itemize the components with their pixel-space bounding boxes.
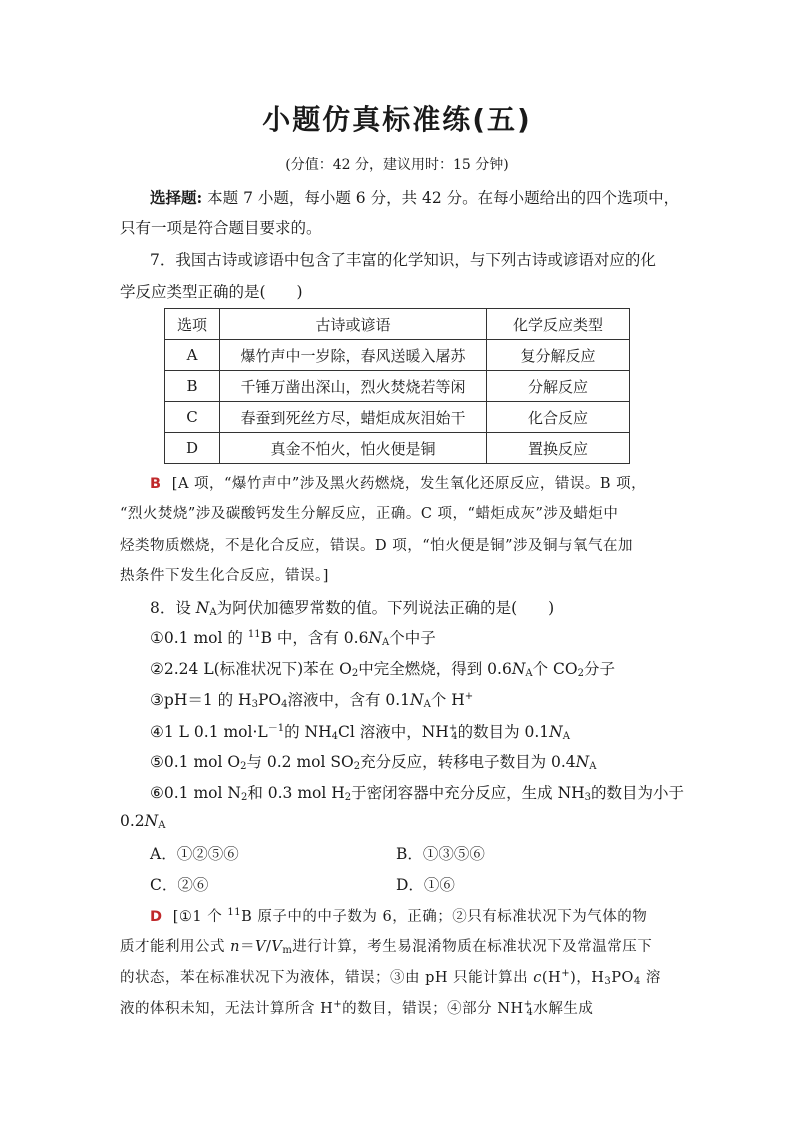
q8-option-a: A．①②⑤⑥ bbox=[150, 845, 239, 863]
intro-label: 选择题: bbox=[150, 188, 203, 207]
table-header-row bbox=[165, 309, 630, 340]
q7-options-table bbox=[164, 308, 630, 464]
table-header-cell: 化学反应类型 bbox=[487, 309, 630, 340]
q8-option-d: D．①⑥ bbox=[396, 876, 455, 894]
table-cell: 真金不怕火，怕火便是铜 bbox=[220, 433, 487, 464]
table-cell: 爆竹声中一岁除，春风送暖入屠苏 bbox=[220, 340, 487, 371]
q7-explanation-line-2: “烈火焚烧”涉及碳酸钙发生分解反应，正确。C 项，“蜡炬成灰”涉及蜡炬中 bbox=[120, 506, 619, 522]
q8-option-c: C．②⑥ bbox=[150, 876, 209, 894]
table-cell: 分解反应 bbox=[487, 371, 630, 402]
q7-explanation-line-4: 热条件下发生化合反应，错误。] bbox=[120, 568, 329, 584]
q8-statement-6: ⑥0.1 mol $N_2$和 0.3 mol $H_2$于密闭容器中充分反应，生成 $NH_3$的数目为小于 bbox=[150, 784, 685, 803]
q8-statement-4: ④1 L 0.1 $mol\cdot L^{-1}$的 $NH_4Cl$ 溶液中，$NH^+_4$的数目为 $0.1N_A$ bbox=[150, 723, 570, 742]
q8-explanation-line-2: 质才能利用公式 $n=V/V_m$进行计算，考生易混淆物质在标准状况下及常温常压下 bbox=[120, 939, 653, 956]
q7-stem-line-1: 7．我国古诗或谚语中包含了丰富的化学知识，与下列古诗或谚语对应的化 bbox=[150, 251, 656, 269]
q8-statement-3: ③pH＝1 的 $H_3PO_4$溶液中，含有 $0.1N_A$个 H+ bbox=[150, 691, 474, 710]
table-cell: 化合反应 bbox=[487, 402, 630, 433]
table-row bbox=[165, 433, 630, 464]
q8-statement-5: ⑤0.1 mol $O_2$与 0.2 mol $SO_2$充分反应，转移电子数目为 $0.4N_A$ bbox=[150, 753, 597, 772]
page-subtitle: (分值：42 分，建议用时：15 分钟) bbox=[285, 157, 509, 173]
q8-explanation-line-4: 液的体积未知，无法计算所含 H+的数目，错误；④部分 $NH^+_4$水解生成 bbox=[120, 999, 594, 1018]
q8-statement-6-cont: $0.2N_A$ bbox=[120, 812, 166, 831]
intro-line-2: 只有一项是符合题目要求的。 bbox=[120, 219, 322, 237]
table-header-cell: 古诗或谚语 bbox=[220, 309, 487, 340]
q7-answer: B bbox=[150, 476, 162, 492]
table-cell: B bbox=[165, 371, 220, 402]
q8-option-b: B．①③⑤⑥ bbox=[396, 845, 485, 863]
table-row bbox=[165, 340, 630, 371]
q8-statement-2: ②2.24 L(标准状况下)苯在 $O_2$中完全燃烧，得到 $0.6N_A$个 $CO_2$分子 bbox=[150, 660, 615, 679]
q7-explanation-line-1: B [A 项，“爆竹声中”涉及黑火药燃烧，发生氧化还原反应，错误。B 项， bbox=[150, 476, 647, 492]
q8-explanation-line-3: 的状态，苯在标准状况下为液体，错误；③由 pH 只能计算出 c(H+)，$H_3PO_4$ 溶 bbox=[120, 968, 661, 987]
q7-explanation-line-3: 烃类物质燃烧，不是化合反应，错误。D 项，“怕火便是铜”涉及铜与氧气在加 bbox=[120, 538, 634, 554]
q8-statement-1: ①0.1 mol 的 $^{11}$B 中，含有 $0.6N_A$个中子 bbox=[150, 629, 436, 648]
q7-stem-line-2: 学反应类型正确的是( ) bbox=[120, 283, 303, 301]
table-cell: C bbox=[165, 402, 220, 433]
q8-explanation-line-1: D [①1 个 $^{11}$B 原子中的中子数为 6，正确；②只有标准状况下为气体的物 bbox=[150, 907, 648, 925]
intro-line-1 bbox=[150, 186, 679, 208]
table-cell: 春蚕到死丝方尽，蜡炬成灰泪始干 bbox=[220, 402, 487, 433]
page-title: 小题仿真标准练(五) bbox=[262, 103, 532, 136]
intro-text-1: 本题 7 小题，每小题 6 分，共 42 分。在每小题给出的四个选项中， bbox=[202, 189, 680, 207]
table-cell: A bbox=[165, 340, 220, 371]
table-cell: D bbox=[165, 433, 220, 464]
table-cell: 千锤万凿出深山，烈火焚烧若等闲 bbox=[220, 371, 487, 402]
table-header-cell: 选项 bbox=[165, 309, 220, 340]
table-row bbox=[165, 402, 630, 433]
table-cell: 复分解反应 bbox=[487, 340, 630, 371]
table-cell: 置换反应 bbox=[487, 433, 630, 464]
q8-answer: D bbox=[150, 909, 163, 925]
q8-stem: 8．设 $N_A$为阿伏加德罗常数的值。下列说法正确的是( ) bbox=[150, 599, 555, 618]
table-row bbox=[165, 371, 630, 402]
